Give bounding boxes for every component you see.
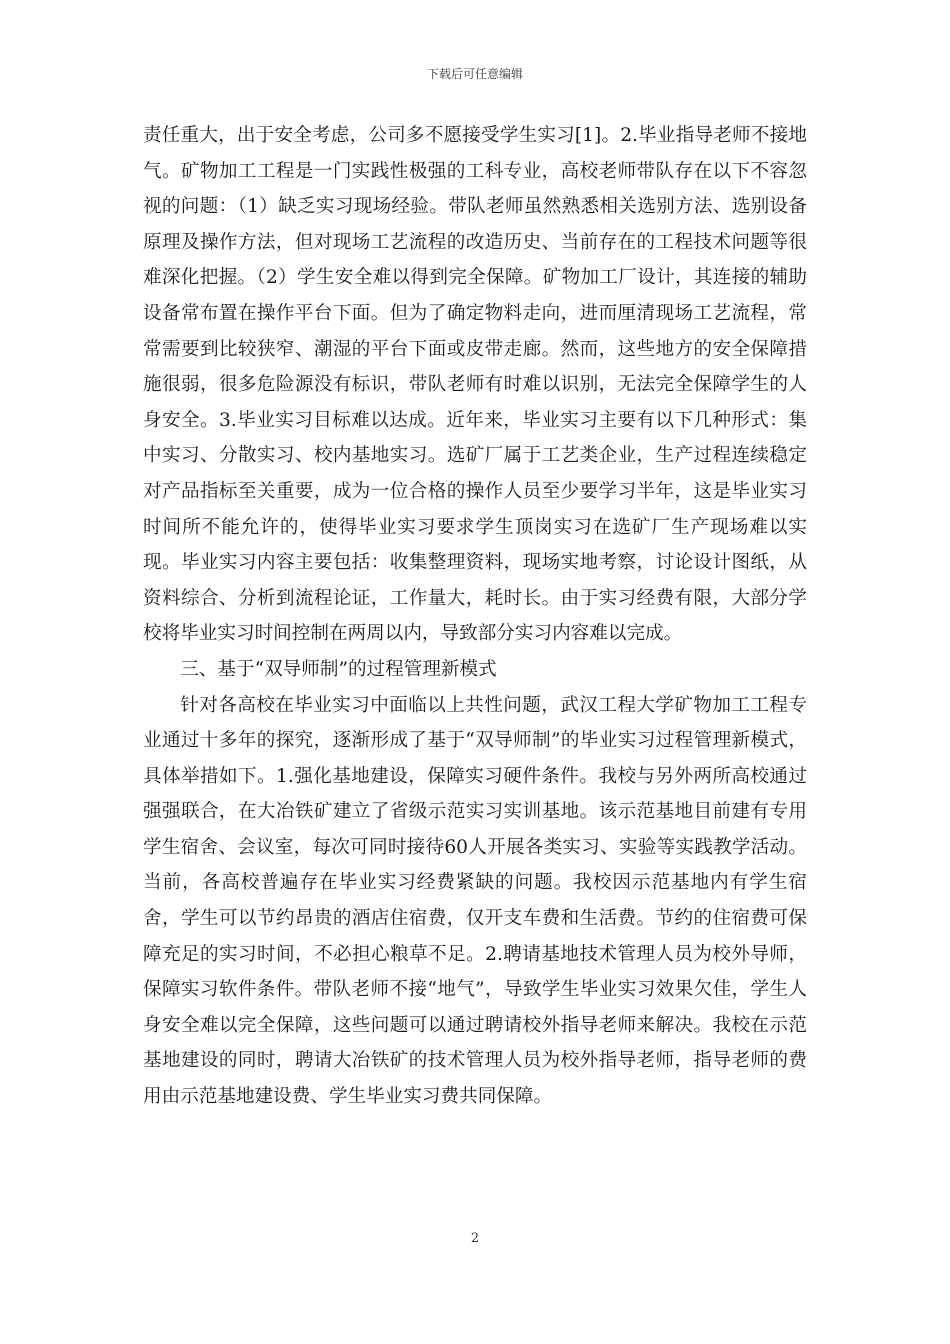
- paragraph-double-mentor: 针对各高校在毕业实习中面临以上共性问题，武汉工程大学矿物加工工程专业通过十多年的探究，逐渐形成了基于“双导师制”的毕业实习过程管理新模式，具体举措如下。1.强化基地建设，保障实习硬件条件。我校与另外两所高校通过强强联合，在大冶铁矿建立了省级示范实习实训基地。该示范基地目前建有专用学生宿舍、会议室，每次可同时接待60人开展各类实习、实验等实践教学活动。当前，各高校普遍存在毕业实习经费紧缺的问题。我校因示范基地内有学生宿舍，学生可以节约昂贵的酒店住宿费，仅开支车费和生活费。节约的住宿费可保障充足的实习时间，不必担心粮草不足。2.聘请基地技术管理人员为校外导师，保障实习软件条件。带队老师不接“地气”，导致学生毕业实习效果欠佳，学生人身安全难以完全保障，这些问题可以通过聘请校外指导老师来解决。我校在示范基地建设的同时，聘请大冶铁矿的技术管理人员为校外指导老师，指导老师的费用由示范基地建设费、学生毕业实习费共同保障。: [143, 694, 807, 1108]
- paragraph-continuation: 责任重大，出于安全考虑，公司多不愿接受学生实习[1]。2.毕业指导老师不接地气。矿物加工工程是一门实践性极强的工科专业，高校老师带队存在以下不容忽视的问题：（1）缺乏实习现场经验。带队老师虽然熟悉相关选别方法、选别设备原理及操作方法，但对现场工艺流程的改造历史、当前存在的工程技术问题等很难深化把握。（2）学生安全难以得到完全保障。矿物加工厂设计，其连接的辅助设备常布置在操作平台下面。但为了确定物料走向，进而厘清现场工艺流程，常常需要到比较狭窄、潮湿的平台下面或皮带走廊。然而，这些地方的安全保障措施很弱，很多危险源没有标识，带队老师有时难以识别，无法完全保障学生的人身安全。3.毕业实习目标难以达成。近年来，毕业实习主要有以下几种形式：集中实习、分散实习、校内基地实习。选矿厂属于工艺类企业，生产过程连续稳定对产品指标至关重要，成为一位合格的操作人员至少要学习半年，这是毕业实习时间所不能允许的，使得毕业实习要求学生顶岗实习在选矿厂生产现场难以实现。毕业实习内容主要包括：收集整理资料，现场实地考察，讨论设计图纸，从资料综合、分析到流程论证，工作量大，耗时长。由于实习经费有限，大部分学校将毕业实习时间控制在两周以内，导致部分实习内容难以完成。: [143, 125, 807, 645]
- page-header: 下载后可任意编辑: [426, 67, 523, 81]
- section-heading: 三、基于“双导师制”的过程管理新模式: [180, 658, 497, 680]
- document-body: [143, 118, 807, 1115]
- page-number: 2: [470, 1231, 480, 1246]
